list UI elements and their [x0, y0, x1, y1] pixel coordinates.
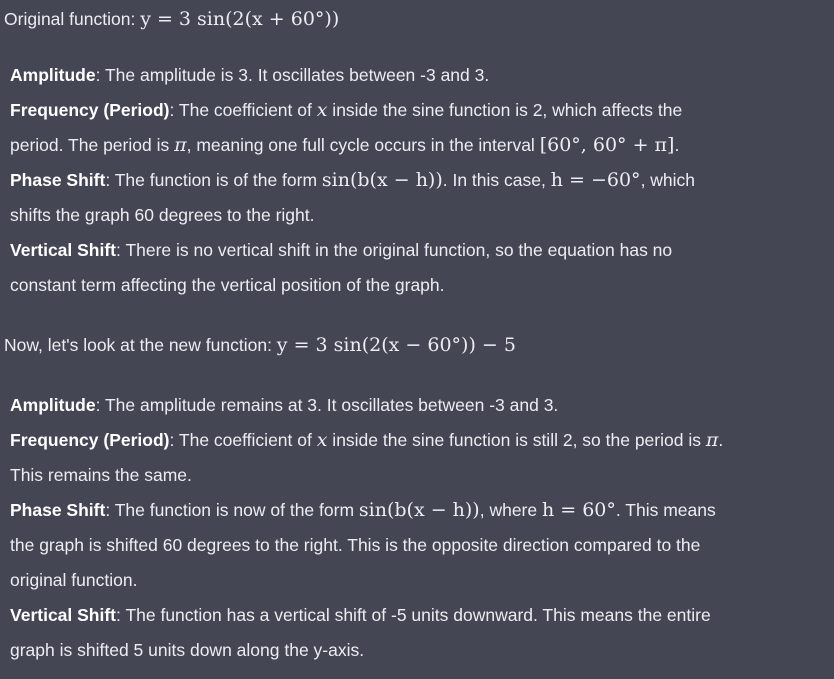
item-text: The coefficient of: [178, 100, 317, 120]
original-phase-line1: [10, 168, 695, 192]
new-amplitude: [10, 393, 558, 417]
new-phase-line1: [10, 498, 716, 522]
item-text: , meaning one full cycle occurs in the interval: [186, 135, 540, 155]
math-pi: π: [705, 429, 719, 451]
item-text: The amplitude remains at 3. It oscillates between -3 and 3.: [104, 395, 559, 415]
separator: :: [95, 65, 105, 85]
separator: :: [105, 500, 115, 520]
term-label: Vertical Shift: [10, 240, 117, 260]
new-equation: y = 3 sin(2(x − 60°)) − 5: [276, 334, 516, 356]
term-label: Vertical Shift: [10, 605, 117, 625]
new-vertical-line1: [10, 603, 711, 627]
item-text: period. The period is: [10, 135, 175, 155]
separator: :: [116, 605, 126, 625]
separator: :: [169, 430, 179, 450]
original-frequency-line1: [10, 98, 682, 122]
new-frequency-line1: [10, 428, 723, 452]
term-label: Amplitude: [10, 65, 96, 85]
original-function-intro: [4, 7, 339, 31]
item-text: inside the sine function is still 2, so the period is: [327, 430, 706, 450]
item-text: . This means: [615, 500, 716, 520]
math-interval: [60°, 60° + π]: [539, 134, 675, 156]
intro-text: Now, let's look at the new function:: [4, 335, 277, 355]
item-text: the graph is shifted 60 degrees to the right. This is the opposite direction compared to the: [10, 535, 701, 555]
original-equation: y = 3 sin(2(x + 60°)): [140, 8, 340, 30]
separator: :: [169, 100, 179, 120]
item-text: The function is now of the form: [114, 500, 359, 520]
item-text: shifts the graph 60 degrees to the right.: [10, 205, 315, 225]
math-h: h = 60°: [541, 499, 616, 521]
term-label: Phase Shift: [10, 500, 106, 520]
math-var: x: [316, 429, 328, 451]
item-text: inside the sine function is 2, which affects the: [327, 100, 683, 120]
item-text: The function is of the form: [114, 170, 322, 190]
item-text: original function.: [10, 570, 138, 590]
item-text: constant term affecting the vertical position of the graph.: [10, 275, 445, 295]
original-frequency-line2: [10, 133, 679, 157]
separator: :: [95, 395, 105, 415]
math-var: x: [316, 99, 328, 121]
item-text: .: [674, 135, 680, 155]
original-vertical-line2: [10, 273, 445, 297]
item-text: .: [718, 430, 724, 450]
term-label: Frequency (Period): [10, 100, 170, 120]
original-phase-line2: [10, 203, 315, 227]
item-text: . In this case,: [442, 170, 551, 190]
term-label: Frequency (Period): [10, 430, 170, 450]
math-form: sin(b(x − h)): [358, 499, 480, 521]
term-label: Amplitude: [10, 395, 96, 415]
new-frequency-line2: [10, 463, 192, 487]
item-text: graph is shifted 5 units down along the y-axis.: [10, 640, 365, 660]
item-text: There is no vertical shift in the original function, so the equation has no: [125, 240, 673, 260]
math-form: sin(b(x − h)): [321, 169, 443, 191]
new-phase-line2: [10, 533, 700, 557]
new-vertical-line2: [10, 638, 364, 662]
item-text: The function has a vertical shift of -5 units downward. This means the entire: [125, 605, 711, 625]
original-amplitude: [10, 63, 489, 87]
math-pi: π: [174, 134, 187, 156]
math-h: h = −60°: [550, 169, 641, 191]
intro-text: Original function:: [4, 9, 141, 29]
new-function-intro: [4, 333, 516, 357]
item-text: The amplitude is 3. It oscillates between -3 and 3.: [104, 65, 490, 85]
item-text: , where: [479, 500, 542, 520]
item-text: , which: [640, 170, 696, 190]
item-text: The coefficient of: [178, 430, 317, 450]
separator: :: [116, 240, 126, 260]
original-vertical-line1: [10, 238, 672, 262]
term-label: Phase Shift: [10, 170, 106, 190]
separator: :: [105, 170, 115, 190]
item-text: This remains the same.: [10, 465, 192, 485]
new-phase-line3: [10, 568, 137, 592]
